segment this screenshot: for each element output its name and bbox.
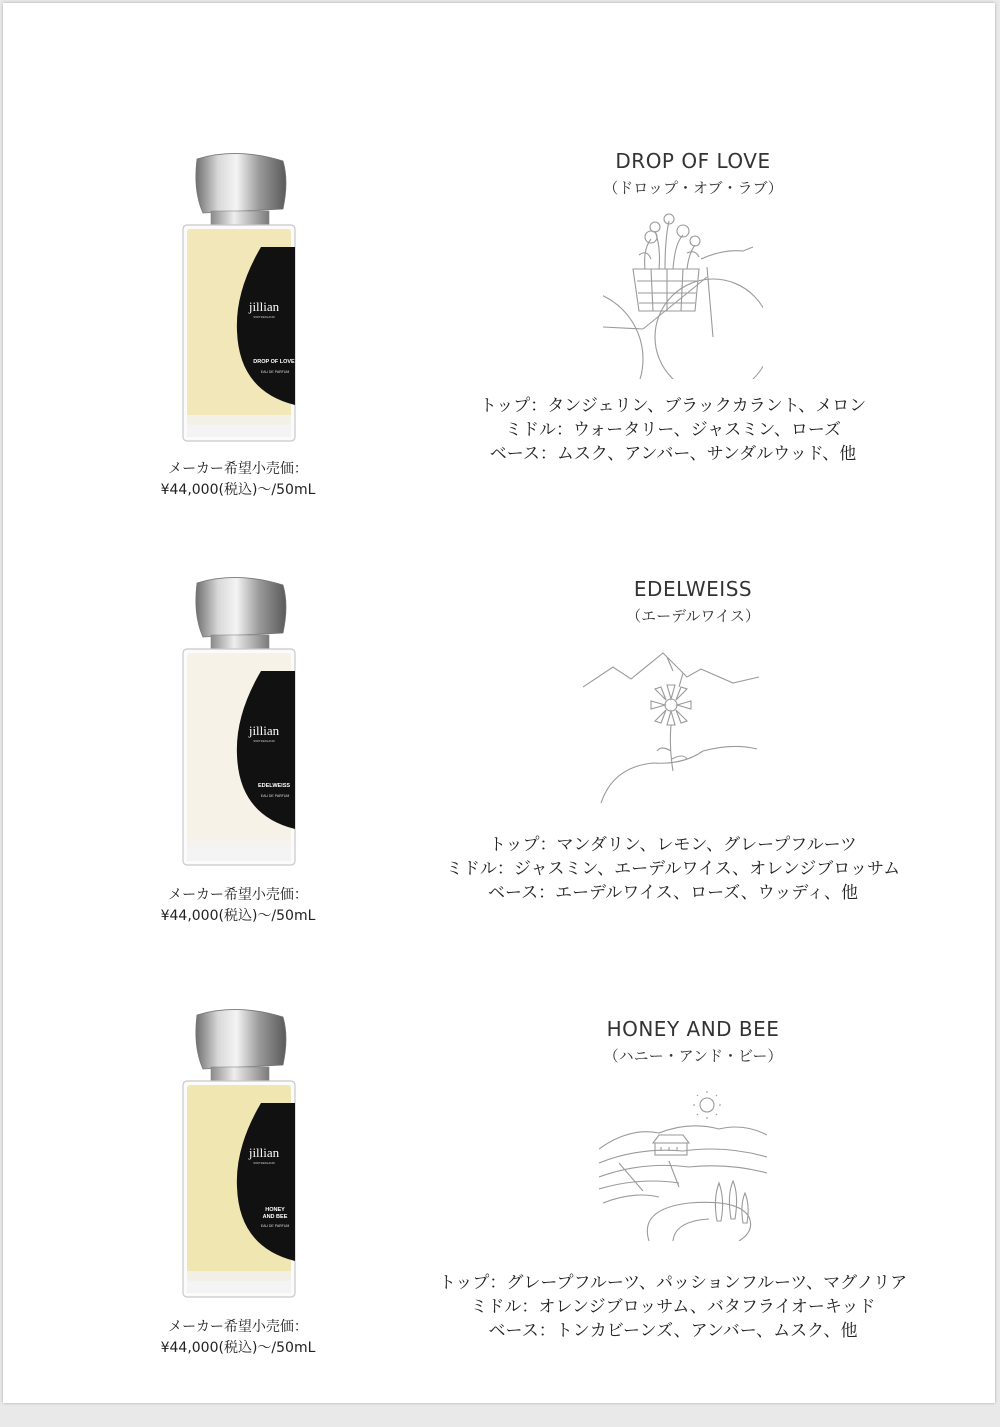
- label-country: SWITZERLAND: [253, 315, 275, 319]
- label-name-line: HONEY: [265, 1207, 285, 1213]
- hill: [601, 746, 757, 803]
- bottle-collar: [211, 1067, 269, 1081]
- price-value: ¥44,000(税込)〜/50mL: [160, 482, 316, 498]
- perfume-bottle-image: [175, 151, 303, 451]
- fork: [707, 267, 713, 337]
- bicycle-basket-illustration: [603, 209, 763, 379]
- label-brand: jillian: [248, 1145, 280, 1160]
- perfume-bottle-image: [175, 1007, 303, 1307]
- label-product-name: [253, 359, 295, 365]
- farmhouse: [653, 1135, 689, 1155]
- top-notes: トップ：マンダリン、レモン、グレープフルーツ: [489, 835, 857, 855]
- price-label: メーカー希望小売価：: [168, 1319, 308, 1335]
- rear-wheel: [603, 289, 643, 379]
- product-name-kana: （エーデルワイス）: [626, 607, 760, 625]
- bottle-cap: [196, 577, 286, 637]
- product-name-kana: （ハニー・アンド・ビー）: [603, 1047, 783, 1065]
- label-type: EAU DE PARFUM: [260, 370, 290, 374]
- label-brand: jillian: [248, 723, 280, 738]
- bottle-cap: [196, 1009, 286, 1069]
- hills: [599, 1126, 767, 1149]
- edelweiss-flower: [651, 685, 691, 725]
- base-notes: ベース：ムスク、アンバー、サンダルウッド、他: [489, 444, 857, 464]
- bottle-collar: [211, 211, 269, 225]
- cypress-trees: [715, 1181, 748, 1223]
- handlebar: [701, 247, 753, 259]
- product-name: EDELWEISS: [633, 577, 753, 601]
- edelweiss-mountain-illustration: [583, 647, 763, 807]
- base-notes: ベース：エーデルワイス、ローズ、ウッディ、他: [487, 883, 859, 903]
- fragrance-notes: [383, 1271, 963, 1343]
- fields: [599, 1161, 767, 1203]
- product-name-kana: （ドロップ・オブ・ラブ）: [603, 179, 783, 197]
- label-type: EAU DE PARFUM: [260, 794, 290, 798]
- flowers: [645, 221, 695, 269]
- bottle-collar: [211, 635, 269, 649]
- product-sheet: [3, 3, 995, 1403]
- label-product-name: [258, 783, 290, 789]
- fragrance-notes: [383, 833, 963, 905]
- stem: [670, 725, 673, 771]
- label-product-name: [263, 1207, 288, 1220]
- label-name-line: AND BEE: [262, 1214, 288, 1220]
- label-name-line: EDELWEISS: [257, 783, 291, 789]
- retail-price: [113, 1317, 363, 1359]
- product-drop-of-love: [3, 151, 995, 571]
- product-honey-and-bee: [3, 1007, 995, 1427]
- base-notes: ベース：トンカビーンズ、アンバー、ムスク、他: [488, 1321, 858, 1341]
- label-brand: jillian: [248, 299, 280, 314]
- top-notes: トップ：グレープフルーツ、パッションフルーツ、マグノリア: [438, 1273, 908, 1293]
- sun: [693, 1091, 721, 1119]
- middle-notes: ミドル：ウォータリー、ジャスミン、ローズ: [504, 420, 842, 440]
- middle-notes: ミドル：オレンジブロッサム、バタフライオーキッド: [470, 1297, 876, 1317]
- price-label: メーカー希望小売価：: [168, 461, 308, 477]
- mountains: [583, 653, 759, 687]
- price-value: ¥44,000(税込)〜/50mL: [160, 908, 316, 924]
- label-type: EAU DE PARFUM: [260, 1224, 290, 1228]
- price-label: メーカー希望小売価：: [168, 887, 308, 903]
- label-name-line: DROP OF LOVE: [253, 359, 295, 365]
- retail-price: [113, 885, 363, 927]
- middle-notes: ミドル：ジャスミン、エーデルワイス、オレンジブロッサム: [445, 859, 901, 879]
- product-name: HONEY AND BEE: [606, 1017, 780, 1041]
- bottle-cap: [196, 153, 286, 213]
- countryside-landscape-illustration: [599, 1091, 767, 1241]
- fragrance-notes: [383, 394, 963, 466]
- price-value: ¥44,000(税込)〜/50mL: [160, 1340, 316, 1356]
- path-curve: [647, 1202, 750, 1241]
- product-edelweiss: [3, 575, 995, 995]
- top-notes: トップ：タンジェリン、ブラックカラント、メロン: [479, 396, 867, 416]
- label-country: SWITZERLAND: [253, 739, 275, 743]
- label-country: SWITZERLAND: [253, 1161, 275, 1165]
- perfume-bottle-image: [175, 575, 303, 875]
- product-name: DROP OF LOVE: [615, 149, 771, 173]
- retail-price: [113, 459, 363, 501]
- basket: [633, 269, 699, 311]
